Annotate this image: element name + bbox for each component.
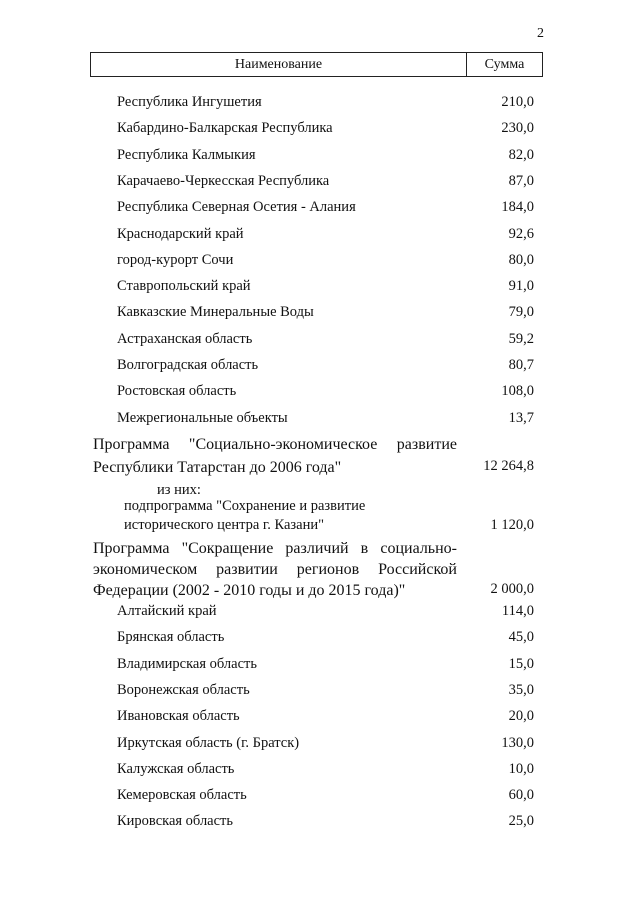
row-name: Кавказские Минеральные Воды (117, 304, 314, 321)
program2-amount: 2 000,0 (490, 581, 534, 597)
subprogram-line1: подпрограмма "Сохранение и развитие (124, 498, 366, 514)
page-number: 2 (537, 26, 544, 41)
program2-word: различий (285, 540, 349, 557)
row-name: Республика Ингушетия (117, 94, 262, 110)
row-amount: 210,0 (501, 94, 534, 110)
row-amount: 80,7 (508, 357, 534, 373)
program1-word: Программа (93, 436, 170, 453)
program1-word: "Социально-экономическое (188, 436, 378, 453)
program2-word: социально- (380, 540, 457, 557)
row-amount: 25,0 (508, 813, 534, 830)
row-amount: 108,0 (501, 383, 534, 400)
row-amount: 45,0 (508, 629, 534, 646)
program2-word: развитии (216, 561, 278, 578)
row-name: Владимирская область (117, 655, 257, 672)
program2-line3: Федерации (2002 - 2010 годы и до 2015 года)" (93, 582, 406, 599)
row-name: город-курорт Сочи (117, 251, 234, 268)
header-name: Наименование (91, 53, 467, 76)
row-name: Брянская область (117, 629, 225, 646)
program1-line1 (93, 436, 457, 454)
row-name: Межрегиональные объекты (117, 409, 288, 426)
row-amount: 79,0 (508, 304, 534, 321)
program2-word: в (360, 540, 369, 557)
program2-line1 (93, 540, 457, 558)
row-name: Ростовская область (117, 383, 237, 400)
row-amount: 92,6 (508, 225, 534, 242)
row-amount: 13,7 (508, 409, 534, 426)
program2-line2 (93, 561, 457, 579)
row-amount: 59,2 (508, 330, 534, 347)
row-name: Кабардино-Балкарская Республика (117, 120, 333, 137)
program2-word: экономическом (93, 561, 198, 578)
row-amount: 60,0 (508, 787, 534, 804)
row-name: Астраханская область (117, 330, 253, 347)
row-amount: 114,0 (501, 603, 534, 619)
row-amount: 91,0 (508, 278, 534, 295)
program2-word: Российской (378, 561, 457, 578)
row-amount: 130,0 (501, 734, 534, 751)
row-amount: 87,0 (508, 172, 534, 189)
subprogram-line2: исторического центра г. Казани" (124, 517, 325, 533)
row-name: Ставропольский край (117, 278, 251, 295)
row-name: Алтайский край (117, 603, 217, 619)
row-name: Ивановская область (117, 708, 240, 725)
row-name: Кемеровская область (117, 787, 247, 804)
program1-line2: Республики Татарстан до 2006 года" (93, 459, 342, 476)
row-name: Волгоградская область (117, 357, 259, 373)
row-amount: 35,0 (508, 681, 534, 698)
subprogram-amount: 1 120,0 (490, 517, 534, 533)
row-amount: 184,0 (501, 199, 534, 216)
row-name: Калужская область (117, 760, 235, 777)
of-them-label: из них: (157, 482, 201, 498)
row-name: Кировская область (117, 813, 234, 830)
row-amount: 10,0 (508, 760, 534, 777)
row-name: Республика Калмыкия (117, 146, 256, 163)
program1-amount: 12 264,8 (483, 458, 534, 474)
row-name: Краснодарский край (117, 225, 244, 242)
program1-word: развитие (396, 436, 457, 453)
program2-word: "Сокращение (181, 540, 274, 557)
program2-word: Программа (93, 540, 170, 557)
header-sum: Сумма (484, 57, 525, 72)
program2-word: регионов (296, 561, 360, 578)
table-header (90, 52, 543, 77)
row-amount: 82,0 (508, 146, 534, 163)
row-amount: 80,0 (508, 251, 534, 268)
row-name: Республика Северная Осетия - Алания (117, 199, 356, 216)
row-name: Воронежская область (117, 681, 250, 698)
row-name: Иркутская область (г. Братск) (117, 734, 300, 751)
row-amount: 15,0 (508, 655, 534, 672)
row-amount: 230,0 (501, 120, 534, 137)
row-amount: 20,0 (508, 708, 534, 725)
row-name: Карачаево-Черкесская Республика (117, 172, 330, 189)
